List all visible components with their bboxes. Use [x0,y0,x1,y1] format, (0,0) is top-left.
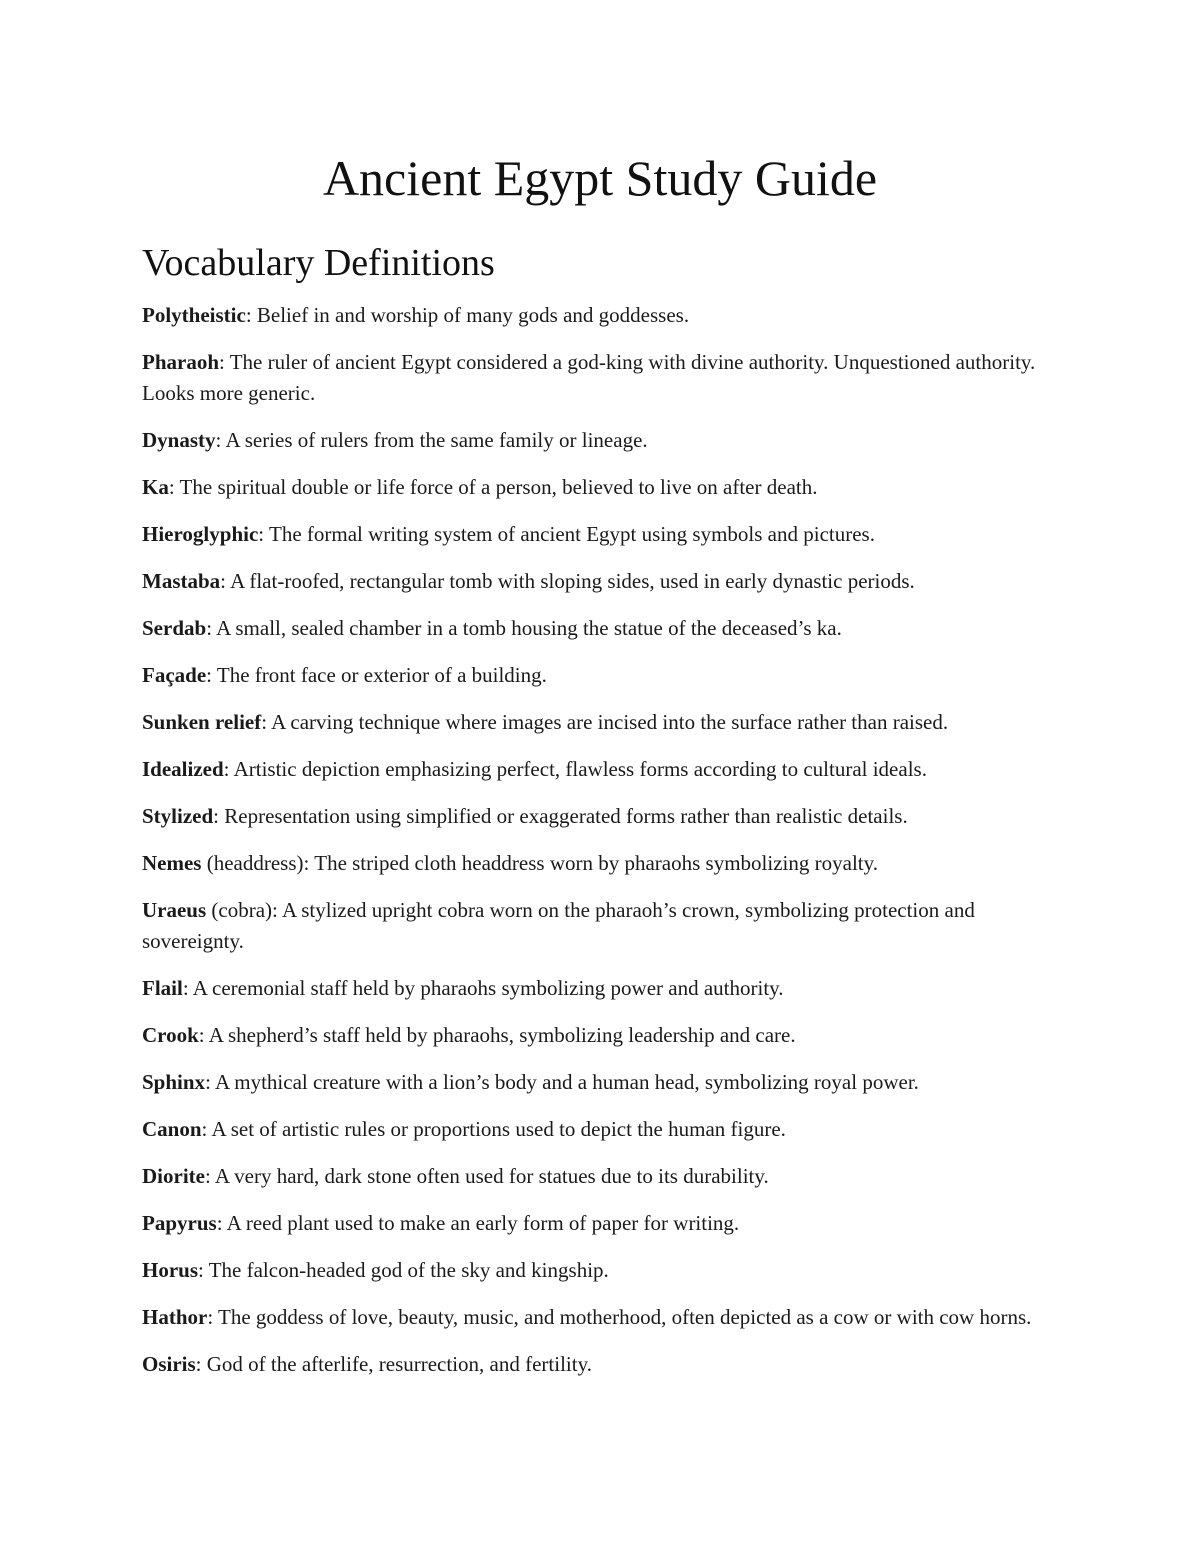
vocabulary-qualifier: (cobra) [206,898,273,922]
vocabulary-term: Hieroglyphic [142,522,259,546]
vocabulary-term: Canon [142,1117,202,1141]
document-title: Ancient Egypt Study Guide [322,150,878,206]
vocabulary-definition: : A small, sealed chamber in a tomb housing the statue of the deceased’s ka. [206,616,842,640]
vocabulary-entry [142,472,1052,503]
vocabulary-entry [142,1349,1052,1380]
vocabulary-definition: : Artistic depiction emphasizing perfect, flawless forms according to cultural ideals. [223,757,927,781]
vocabulary-term: Pharaoh [142,350,220,374]
vocabulary-entry [142,1020,1052,1051]
vocabulary-entry [142,973,1052,1004]
section-heading: Vocabulary Definitions [142,242,495,284]
vocabulary-entry [142,347,1052,409]
vocabulary-definition: : The spiritual double or life force of a person, believed to live on after death. [168,475,818,499]
vocabulary-term: Hathor [142,1305,208,1329]
vocabulary-term: Flail [142,976,183,1000]
vocabulary-entry [142,707,1052,738]
vocabulary-entry [142,660,1052,691]
vocabulary-term: Stylized [142,804,214,828]
vocabulary-definition: : A very hard, dark stone often used for statues due to its durability. [204,1164,769,1188]
vocabulary-term: Sphinx [142,1070,206,1094]
vocabulary-definition: : The front face or exterior of a building. [206,663,547,687]
vocabulary-entry [142,1161,1052,1192]
vocabulary-term: Crook [142,1023,199,1047]
vocabulary-definition: : The falcon-headed god of the sky and kingship. [198,1258,609,1282]
vocabulary-term: Ka [142,475,169,499]
vocabulary-qualifier: (headdress) [201,851,304,875]
vocabulary-term: Diorite [142,1164,205,1188]
vocabulary-term: Nemes [142,851,202,875]
vocabulary-entry [142,519,1052,550]
vocabulary-entry [142,1255,1052,1286]
vocabulary-term: Polytheistic [142,303,246,327]
vocabulary-definition: : The goddess of love, beauty, music, and motherhood, often depicted as a cow or with cow horns. [207,1305,1032,1329]
vocabulary-term: Serdab [142,616,207,640]
vocabulary-entry [142,848,1052,879]
vocabulary-entry [142,1067,1052,1098]
vocabulary-definition: : A ceremonial staff held by pharaohs symbolizing power and authority. [182,976,784,1000]
vocabulary-definition: : A reed plant used to make an early form of paper for writing. [216,1211,740,1235]
vocabulary-definition: : The striped cloth headdress worn by pharaohs symbolizing royalty. [303,851,878,875]
vocabulary-term: Idealized [142,757,224,781]
vocabulary-definition: : The ruler of ancient Egypt considered a god-king with divine authority. Unquestioned authority. Looks more generic. [142,350,1036,405]
vocabulary-term: Façade [142,663,207,687]
vocabulary-term: Papyrus [142,1211,217,1235]
vocabulary-term: Horus [142,1258,199,1282]
vocabulary-entry [142,1208,1052,1239]
vocabulary-term: Uraeus [142,898,207,922]
vocabulary-entry [142,895,1052,957]
vocabulary-definition: : Belief in and worship of many gods and goddesses. [245,303,690,327]
vocabulary-definition: : A shepherd’s staff held by pharaohs, symbolizing leadership and care. [198,1023,796,1047]
vocabulary-entry [142,613,1052,644]
vocabulary-entry [142,300,1052,331]
vocabulary-entry [142,801,1052,832]
vocabulary-entry [142,1302,1052,1333]
vocabulary-entry [142,425,1052,456]
vocabulary-definition: : The formal writing system of ancient Egypt using symbols and pictures. [258,522,875,546]
vocabulary-term: Dynasty [142,428,216,452]
vocabulary-entry [142,1114,1052,1145]
vocabulary-definition: : A mythical creature with a lion’s body and a human head, symbolizing royal power. [205,1070,919,1094]
vocabulary-term: Mastaba [142,569,221,593]
vocabulary-definition: : A stylized upright cobra worn on the pharaoh’s crown, symbolizing protection and sovereignty. [142,898,975,953]
vocabulary-list [142,300,1052,1396]
vocabulary-entry [142,754,1052,785]
vocabulary-definition: : A series of rulers from the same family or lineage. [215,428,648,452]
vocabulary-definition: : A flat-roofed, rectangular tomb with sloping sides, used in early dynastic periods. [220,569,915,593]
vocabulary-definition: : A carving technique where images are incised into the surface rather than raised. [261,710,949,734]
vocabulary-definition: : God of the afterlife, resurrection, and fertility. [195,1352,592,1376]
vocabulary-definition: : Representation using simplified or exaggerated forms rather than realistic details. [213,804,908,828]
vocabulary-term: Sunken relief [142,710,262,734]
vocabulary-entry [142,566,1052,597]
vocabulary-term: Osiris [142,1352,196,1376]
vocabulary-definition: : A set of artistic rules or proportions used to depict the human figure. [201,1117,786,1141]
